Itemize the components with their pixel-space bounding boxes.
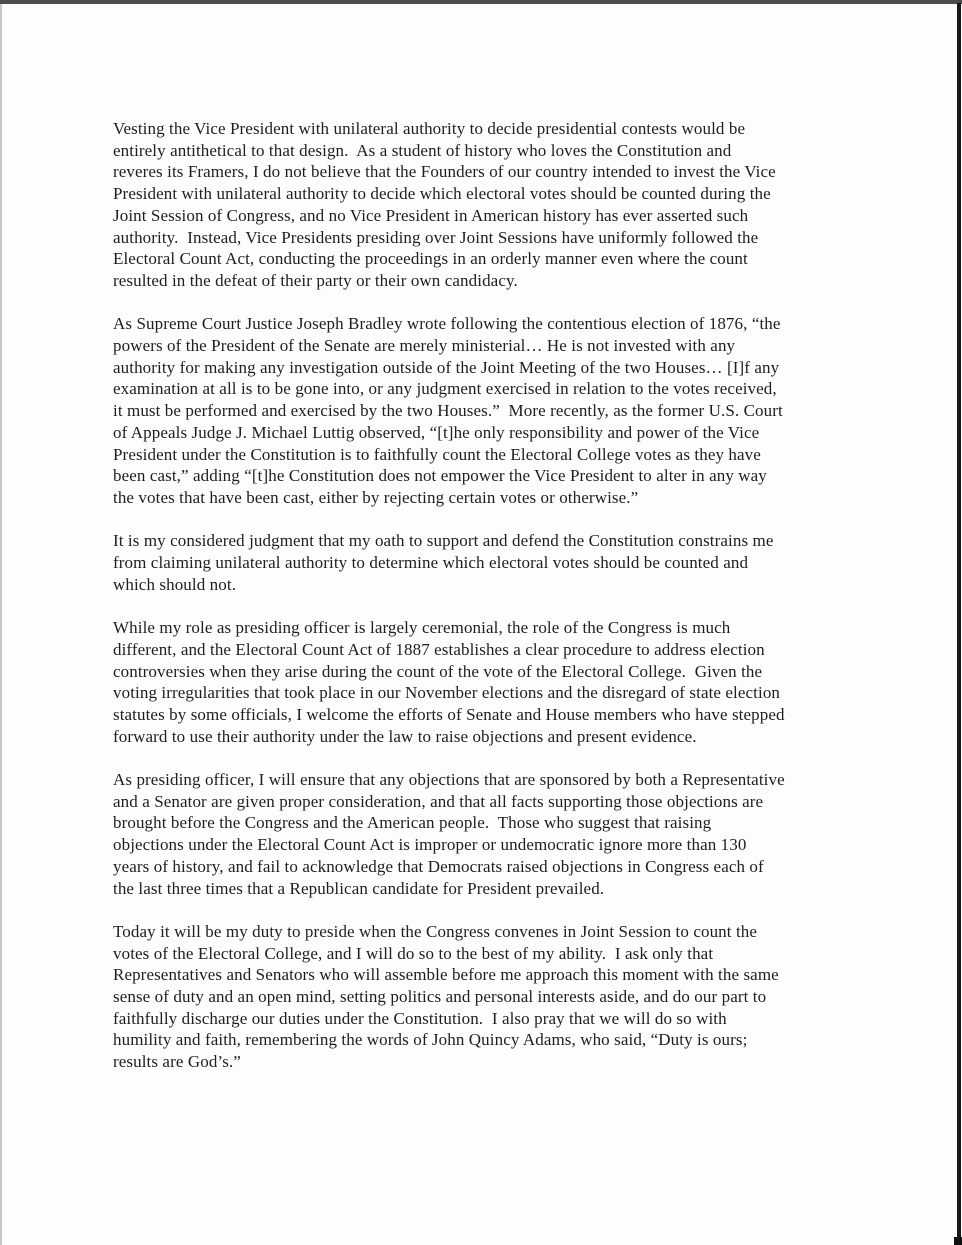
text-line: Electoral Count Act, conducting the proceedings in an orderly manner even where the count bbox=[113, 249, 748, 269]
text-line: of Appeals Judge J. Michael Luttig observed, “[t]he only responsibility and power of the Vice bbox=[113, 422, 760, 442]
text-line: which should not. bbox=[113, 574, 237, 594]
text-line: President under the Constitution is to faithfully count the Electoral College votes as they have bbox=[113, 444, 761, 464]
text-line: authority for making any investigation outside of the Joint Meeting of the two Houses… [I]f any bbox=[113, 357, 780, 377]
text-line: It is my considered judgment that my oath to support and defend the Constitution constrains me bbox=[113, 531, 774, 551]
text-line: sense of duty and an open mind, setting politics and personal interests aside, and do our part to bbox=[113, 987, 767, 1007]
text-line: it must be performed and exercised by the two Houses.” More recently, as the former U.S. Court bbox=[113, 401, 783, 421]
text-line: been cast,” adding “[t]he Constitution does not empower the Vice President to alter in any way bbox=[113, 466, 767, 486]
text-line: objections under the Electoral Count Act is improper or undemocratic ignore more than 130 bbox=[113, 835, 747, 855]
text-line: from claiming unilateral authority to determine which electoral votes should be counted and bbox=[113, 553, 749, 573]
text-line: the votes that have been cast, either by rejecting certain votes or otherwise.” bbox=[113, 487, 639, 507]
paragraph-3 bbox=[113, 530, 855, 595]
text-line: powers of the President of the Senate are merely ministerial… He is not invested with any bbox=[113, 336, 736, 356]
text-line: While my role as presiding officer is largely ceremonial, the role of the Congress is much bbox=[113, 618, 731, 638]
paragraph-5 bbox=[113, 769, 855, 899]
text-line: the last three times that a Republican candidate for President prevailed. bbox=[113, 878, 605, 898]
scan-corner-blob bbox=[954, 1237, 962, 1245]
paragraph-6 bbox=[113, 921, 855, 1073]
text-line: As presiding officer, I will ensure that any objections that are sponsored by both a Representative bbox=[113, 770, 785, 790]
text-line: humility and faith, remembering the words of John Quincy Adams, who said, “Duty is ours; bbox=[113, 1030, 748, 1050]
text-line: President with unilateral authority to decide which electoral votes should be counted during the bbox=[113, 184, 771, 204]
text-line: votes of the Electoral College, and I will do so to the best of my ability. I ask only that bbox=[113, 943, 714, 963]
text-line: Joint Session of Congress, and no Vice President in American history has ever asserted such bbox=[113, 205, 749, 225]
text-line: reveres its Framers, I do not believe that the Founders of our country intended to invest the Vice bbox=[113, 162, 776, 182]
text-line: Today it will be my duty to preside when the Congress convenes in Joint Session to count the bbox=[113, 921, 758, 941]
text-line: examination at all is to be gone into, or any judgment exercised in relation to the votes received, bbox=[113, 379, 777, 399]
paragraph-1 bbox=[113, 118, 855, 292]
text-line: different, and the Electoral Count Act of 1887 establishes a clear procedure to address election bbox=[113, 639, 765, 659]
text-line: Vesting the Vice President with unilateral authority to decide presidential contests would be bbox=[113, 119, 746, 138]
text-line: entirely antithetical to that design. As a student of history who loves the Constitution and bbox=[113, 140, 732, 160]
scan-edge-top bbox=[0, 0, 962, 4]
scan-edge-left bbox=[0, 4, 2, 1245]
text-line: resulted in the defeat of their party or their own candidacy. bbox=[113, 270, 518, 290]
text-line: brought before the Congress and the American people. Those who suggest that raising bbox=[113, 813, 712, 833]
paragraph-4 bbox=[113, 617, 855, 747]
text-line: statutes by some officials, I welcome the efforts of Senate and House members who have stepped bbox=[113, 704, 785, 724]
text-line: authority. Instead, Vice Presidents presiding over Joint Sessions have uniformly followed the bbox=[113, 227, 759, 247]
text-line: voting irregularities that took place in our November elections and the disregard of state election bbox=[113, 683, 781, 703]
scan-edge-right bbox=[957, 3, 961, 1245]
text-line: faithfully discharge our duties under the Constitution. I also pray that we will do so with bbox=[113, 1008, 727, 1028]
paragraph-2 bbox=[113, 313, 855, 508]
letter-body bbox=[113, 118, 855, 1095]
text-line: results are God’s.” bbox=[113, 1052, 241, 1072]
text-line: forward to use their authority under the law to raise objections and present evidence. bbox=[113, 726, 697, 746]
text-line: and a Senator are given proper consideration, and that all facts supporting those objections are bbox=[113, 791, 764, 811]
text-line: controversies when they arise during the count of the vote of the Electoral College. Given the bbox=[113, 661, 763, 681]
text-line: years of history, and fail to acknowledge that Democrats raised objections in Congress each of bbox=[113, 856, 764, 876]
text-line: As Supreme Court Justice Joseph Bradley wrote following the contentious election of 1876, “the bbox=[113, 314, 781, 334]
text-line: Representatives and Senators who will assemble before me approach this moment with the same bbox=[113, 965, 779, 985]
